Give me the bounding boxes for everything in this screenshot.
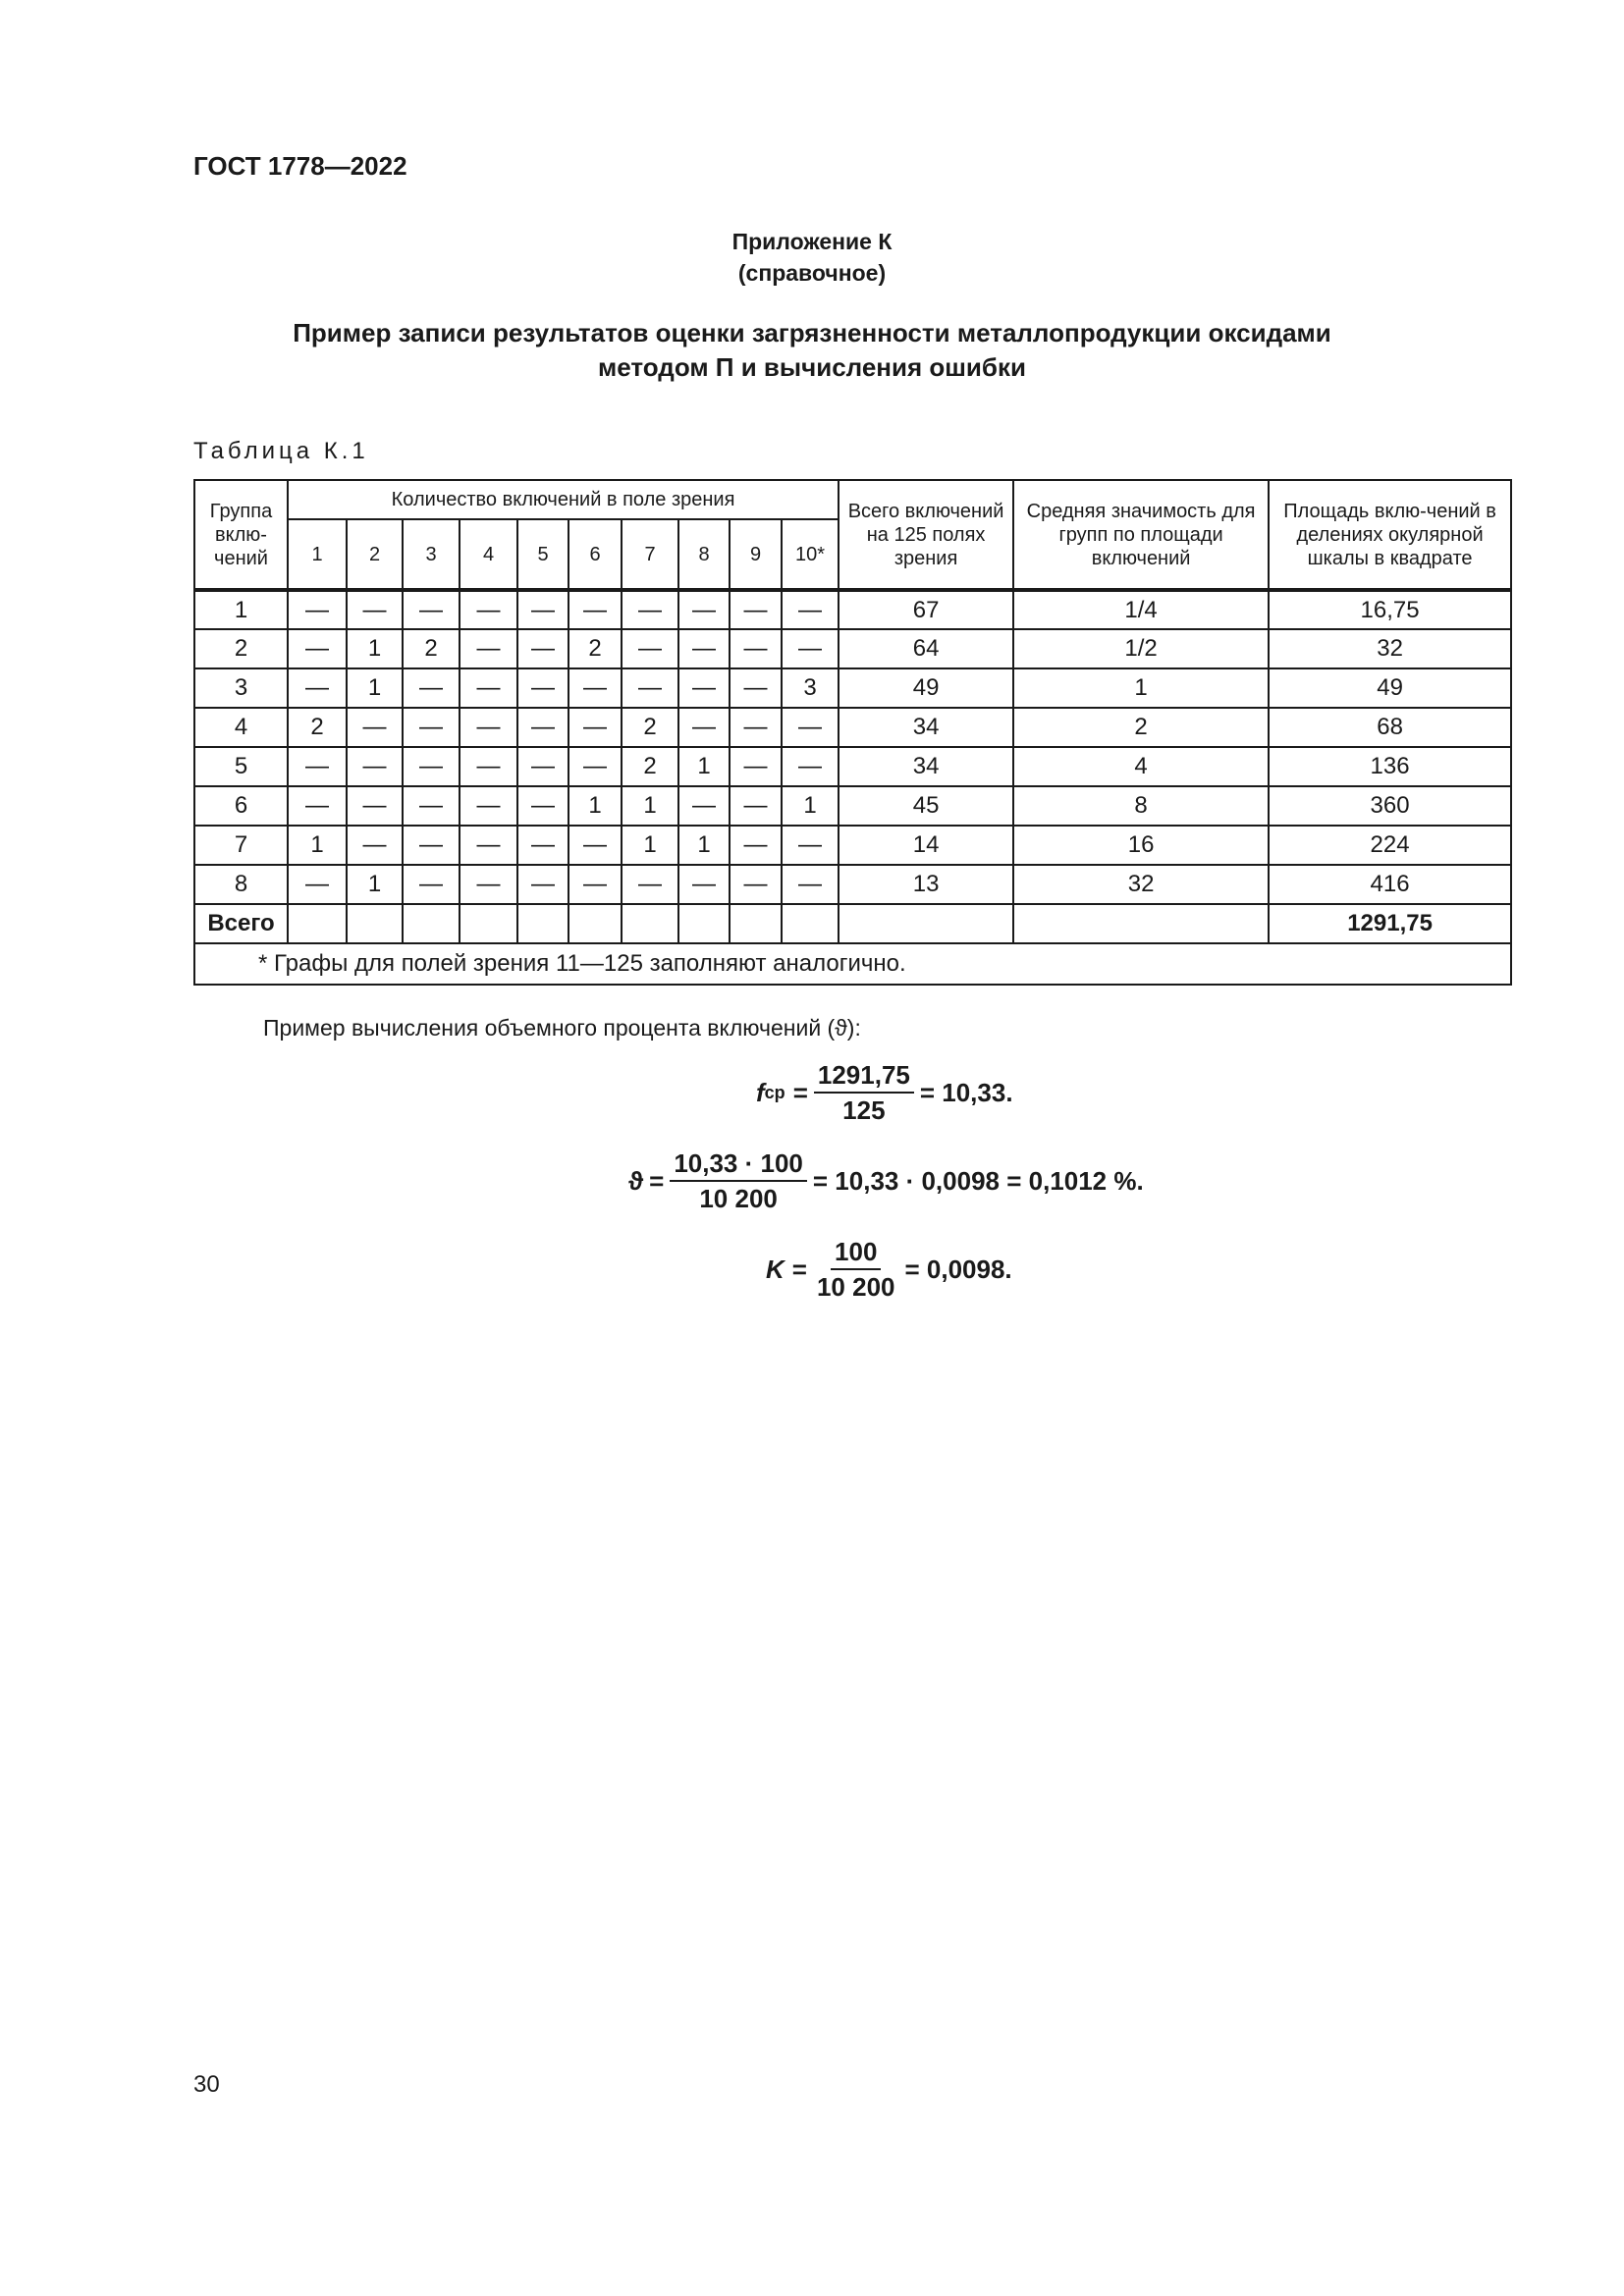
cell-field-3: —	[403, 708, 460, 747]
header-mean-significance: Средняя значимость для групп по площади включений	[1013, 480, 1269, 590]
cell-field-3: —	[403, 786, 460, 826]
header-field-5: 5	[517, 519, 568, 590]
cell-field-10: —	[782, 629, 839, 668]
formula-symbol: f	[756, 1077, 765, 1107]
cell-field-10: —	[782, 826, 839, 865]
total-empty-cell	[839, 904, 1013, 943]
table-footnote: * Графы для полей зрения 11—125 заполняют аналогично.	[194, 943, 1511, 985]
cell-area: 136	[1269, 747, 1511, 786]
total-empty-cell	[678, 904, 730, 943]
table-row	[194, 826, 1511, 865]
cell-field-9: —	[730, 865, 782, 904]
cell-field-2: 1	[347, 629, 403, 668]
cell-field-3: —	[403, 826, 460, 865]
header-group: Группа вклю-чений	[194, 480, 288, 590]
cell-field-4: —	[460, 708, 517, 747]
cell-group: 5	[194, 747, 288, 786]
page-number: 30	[193, 2071, 220, 2098]
cell-mean-significance: 32	[1013, 865, 1269, 904]
table-row	[194, 747, 1511, 786]
cell-total: 14	[839, 826, 1013, 865]
cell-mean-significance: 1/4	[1013, 590, 1269, 629]
cell-field-1: —	[288, 668, 347, 708]
cell-field-1: —	[288, 590, 347, 629]
cell-area: 49	[1269, 668, 1511, 708]
cell-field-2: —	[347, 590, 403, 629]
annex-type: (справочное)	[737, 260, 887, 286]
cell-mean-significance: 8	[1013, 786, 1269, 826]
cell-field-2: 1	[347, 865, 403, 904]
formula-symbol: K	[766, 1254, 785, 1284]
header-field-7: 7	[622, 519, 678, 590]
denominator: 10 200	[699, 1184, 778, 1213]
table-caption: Таблица К.1	[193, 438, 369, 464]
denominator: 10 200	[816, 1272, 895, 1302]
formula-f-cp: f ср = $\frac{1291,75}{125}$ = 10,33.	[756, 1060, 1013, 1125]
cell-field-10: —	[782, 708, 839, 747]
total-empty-cell	[460, 904, 517, 943]
document-title	[177, 316, 1447, 385]
cell-group: 2	[194, 629, 288, 668]
cell-group: 1	[194, 590, 288, 629]
cell-field-1: —	[288, 865, 347, 904]
cell-field-1: 1	[288, 826, 347, 865]
cell-area: 360	[1269, 786, 1511, 826]
cell-group: 3	[194, 668, 288, 708]
total-area: 1291,75	[1269, 904, 1511, 943]
header-field-2: 2	[347, 519, 403, 590]
formula-result: = 0,0098.	[904, 1254, 1012, 1284]
cell-area: 16,75	[1269, 590, 1511, 629]
inclusions-table	[193, 479, 1512, 986]
total-empty-cell	[517, 904, 568, 943]
total-row	[194, 904, 1511, 943]
table-row	[194, 590, 1511, 629]
cell-field-6: 1	[568, 786, 622, 826]
cell-mean-significance: 16	[1013, 826, 1269, 865]
footnote-row	[194, 943, 1511, 985]
cell-field-6: —	[568, 590, 622, 629]
cell-field-1: —	[288, 629, 347, 668]
cell-total: 67	[839, 590, 1013, 629]
cell-field-5: —	[517, 786, 568, 826]
fraction	[814, 1060, 914, 1125]
cell-field-10: —	[782, 590, 839, 629]
total-empty-cell	[1013, 904, 1269, 943]
cell-group: 4	[194, 708, 288, 747]
cell-field-4: —	[460, 826, 517, 865]
numerator: 1291,75	[814, 1060, 914, 1094]
table-row	[194, 786, 1511, 826]
cell-field-10: 3	[782, 668, 839, 708]
cell-field-9: —	[730, 826, 782, 865]
cell-mean-significance: 4	[1013, 747, 1269, 786]
cell-field-10: 1	[782, 786, 839, 826]
header-total: Всего включений на 125 полях зрения	[839, 480, 1013, 590]
formula-symbol: ϑ	[628, 1165, 644, 1196]
cell-field-7: —	[622, 865, 678, 904]
cell-field-4: —	[460, 668, 517, 708]
cell-field-3: —	[403, 865, 460, 904]
cell-total: 13	[839, 865, 1013, 904]
formula-result: = 10,33 · 0,0098 = 0,1012 %.	[812, 1165, 1144, 1196]
cell-total: 34	[839, 747, 1013, 786]
total-empty-cell	[622, 904, 678, 943]
cell-field-9: —	[730, 629, 782, 668]
cell-group: 6	[194, 786, 288, 826]
total-empty-cell	[347, 904, 403, 943]
annex-name: Приложение К	[731, 229, 893, 254]
cell-field-10: —	[782, 747, 839, 786]
cell-field-4: —	[460, 786, 517, 826]
title-line-1: Пример записи результатов оценки загрязненности металлопродукции оксидами	[293, 318, 1331, 347]
cell-field-6: —	[568, 668, 622, 708]
cell-field-8: 1	[678, 747, 730, 786]
cell-field-4: —	[460, 590, 517, 629]
cell-field-5: —	[517, 826, 568, 865]
cell-field-6: —	[568, 708, 622, 747]
cell-total: 45	[839, 786, 1013, 826]
table-row	[194, 865, 1511, 904]
cell-group: 8	[194, 865, 288, 904]
cell-field-10: —	[782, 865, 839, 904]
cell-field-6: —	[568, 747, 622, 786]
cell-field-1: 2	[288, 708, 347, 747]
cell-mean-significance: 2	[1013, 708, 1269, 747]
cell-total: 34	[839, 708, 1013, 747]
cell-field-7: 1	[622, 826, 678, 865]
total-empty-cell	[403, 904, 460, 943]
cell-field-5: —	[517, 629, 568, 668]
fraction	[670, 1148, 807, 1213]
fraction	[813, 1237, 899, 1302]
header-area: Площадь вклю-чений в делениях окулярной шкалы в квадрате	[1269, 480, 1511, 590]
cell-area: 68	[1269, 708, 1511, 747]
cell-mean-significance: 1	[1013, 668, 1269, 708]
formula-theta: ϑ = $\frac{10,33 \cdot 100}{10 200}$ = 10,33 · 0,0098 = 0,1012 %.	[628, 1148, 1144, 1213]
cell-field-6: —	[568, 826, 622, 865]
cell-field-1: —	[288, 786, 347, 826]
total-empty-cell	[568, 904, 622, 943]
document-code: ГОСТ 1778—2022	[193, 151, 407, 181]
cell-field-2: —	[347, 786, 403, 826]
cell-field-4: —	[460, 865, 517, 904]
cell-field-3: —	[403, 668, 460, 708]
cell-field-1: —	[288, 747, 347, 786]
cell-field-8: —	[678, 786, 730, 826]
cell-mean-significance: 1/2	[1013, 629, 1269, 668]
header-field-1: 1	[288, 519, 347, 590]
total-empty-cell	[730, 904, 782, 943]
formula-k: K = $\frac{100}{10 200}$ = 0,0098.	[766, 1237, 1012, 1302]
cell-field-7: 1	[622, 786, 678, 826]
cell-field-3: 2	[403, 629, 460, 668]
total-empty-cell	[288, 904, 347, 943]
cell-field-5: —	[517, 668, 568, 708]
cell-field-8: —	[678, 590, 730, 629]
numerator: 100	[831, 1237, 881, 1270]
example-intro: Пример вычисления объемного процента включений (ϑ):	[263, 1015, 861, 1041]
cell-field-8: —	[678, 629, 730, 668]
total-empty-cell	[782, 904, 839, 943]
cell-area: 224	[1269, 826, 1511, 865]
table-row	[194, 708, 1511, 747]
cell-field-9: —	[730, 708, 782, 747]
cell-field-5: —	[517, 747, 568, 786]
cell-field-8: —	[678, 708, 730, 747]
denominator: 125	[842, 1095, 886, 1125]
cell-field-4: —	[460, 747, 517, 786]
cell-group: 7	[194, 826, 288, 865]
numerator: 10,33 · 100	[670, 1148, 807, 1182]
cell-field-2: —	[347, 708, 403, 747]
cell-area: 32	[1269, 629, 1511, 668]
cell-field-5: —	[517, 708, 568, 747]
cell-field-8: —	[678, 865, 730, 904]
cell-area: 416	[1269, 865, 1511, 904]
cell-total: 49	[839, 668, 1013, 708]
table-row	[194, 668, 1511, 708]
cell-field-9: —	[730, 590, 782, 629]
cell-field-7: —	[622, 668, 678, 708]
annex-heading	[0, 226, 1624, 289]
cell-field-2: —	[347, 747, 403, 786]
formula-subscript: ср	[764, 1082, 785, 1102]
cell-field-3: —	[403, 747, 460, 786]
cell-field-3: —	[403, 590, 460, 629]
cell-field-7: —	[622, 629, 678, 668]
header-field-3: 3	[403, 519, 460, 590]
cell-field-8: 1	[678, 826, 730, 865]
cell-field-5: —	[517, 590, 568, 629]
cell-field-7: —	[622, 590, 678, 629]
cell-field-9: —	[730, 668, 782, 708]
cell-total: 64	[839, 629, 1013, 668]
formula-result: = 10,33.	[919, 1077, 1013, 1107]
cell-field-5: —	[517, 865, 568, 904]
cell-field-8: —	[678, 668, 730, 708]
total-label: Всего	[194, 904, 288, 943]
cell-field-4: —	[460, 629, 517, 668]
cell-field-7: 2	[622, 708, 678, 747]
title-line-2: методом П и вычисления ошибки	[598, 352, 1026, 382]
header-field-9: 9	[730, 519, 782, 590]
cell-field-9: —	[730, 747, 782, 786]
cell-field-2: 1	[347, 668, 403, 708]
table-row	[194, 629, 1511, 668]
header-count-in-field: Количество включений в поле зрения	[288, 480, 839, 519]
cell-field-6: 2	[568, 629, 622, 668]
header-field-8: 8	[678, 519, 730, 590]
cell-field-6: —	[568, 865, 622, 904]
header-field-6: 6	[568, 519, 622, 590]
cell-field-9: —	[730, 786, 782, 826]
cell-field-2: —	[347, 826, 403, 865]
header-field-4: 4	[460, 519, 517, 590]
header-field-10: 10*	[782, 519, 839, 590]
cell-field-7: 2	[622, 747, 678, 786]
